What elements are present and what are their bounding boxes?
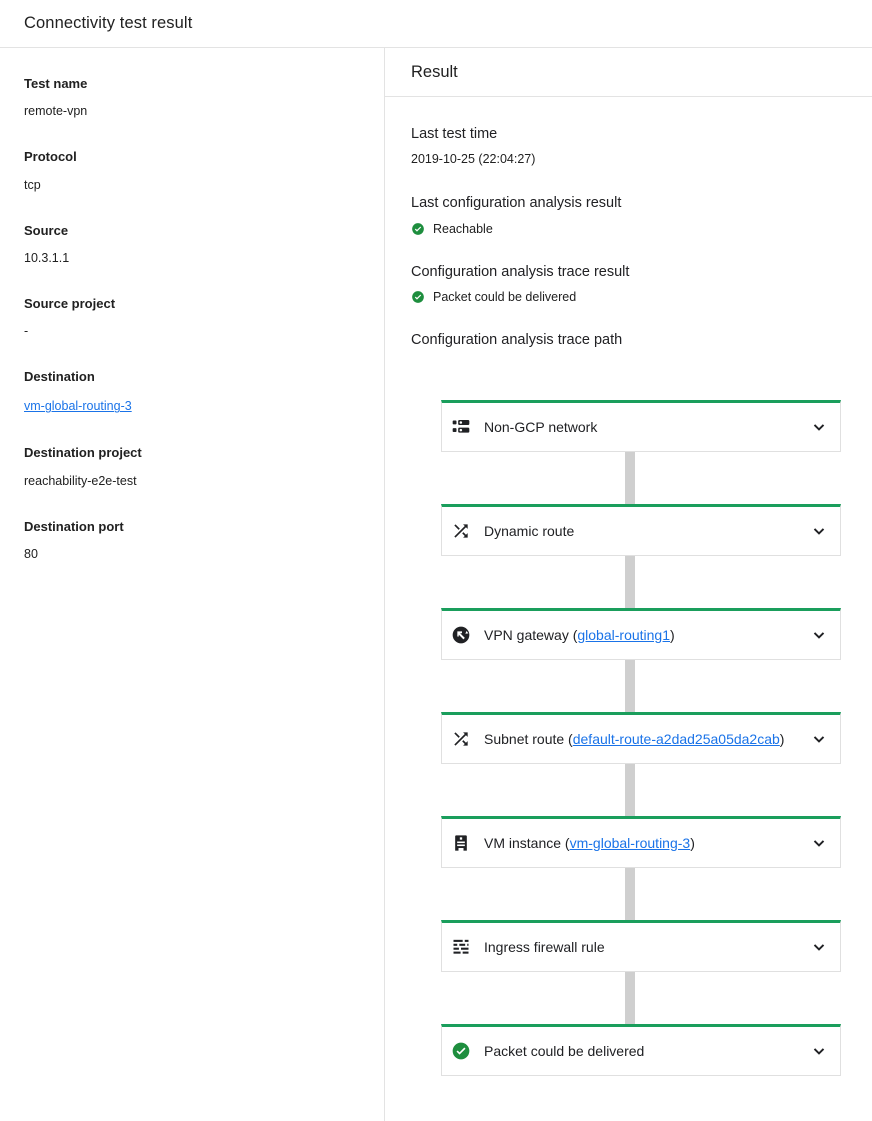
detail-field: [24, 224, 360, 266]
detail-field-value: -: [24, 324, 29, 339]
chevron-down-icon[interactable]: [810, 626, 828, 644]
trace-result-label: Configuration analysis trace result: [411, 263, 630, 280]
trace-step-label-suffix: ): [779, 730, 785, 747]
chevron-down-icon[interactable]: [810, 834, 828, 852]
last-test-time-block: [411, 126, 846, 167]
detail-field-label: Destination port: [24, 518, 124, 534]
detail-field-value-link[interactable]: vm-global-routing-3: [24, 399, 132, 414]
result-content: [385, 97, 872, 1076]
page-body: [0, 48, 872, 1121]
chevron-down-icon[interactable]: [810, 1042, 828, 1060]
vpn-gateway-icon: [451, 625, 471, 645]
detail-field: [24, 370, 360, 415]
trace-step-card[interactable]: [441, 504, 841, 556]
trace-result-block: [411, 264, 846, 304]
trace-result-status: [411, 290, 846, 304]
detail-field-value: 10.3.1.1: [24, 250, 70, 265]
trace-step-label: VM instance (: [484, 834, 570, 851]
result-title: Result: [411, 62, 458, 81]
detail-field-value: 80: [24, 547, 38, 562]
trace-step-label: Subnet route (: [484, 730, 573, 747]
trace-step-label-suffix: ): [690, 834, 695, 851]
trace-step-card[interactable]: [441, 816, 841, 868]
detail-field: [24, 297, 360, 339]
detail-field-label: Test name: [24, 76, 88, 91]
result-panel: [385, 48, 872, 1121]
chevron-down-icon[interactable]: [810, 522, 828, 540]
last-test-time-label: Last test time: [411, 126, 498, 142]
detail-field: [24, 150, 360, 192]
analysis-result-label: Last configuration analysis result: [411, 195, 622, 212]
trace-path: [441, 400, 841, 1076]
route-icon: [451, 521, 471, 541]
detail-field-label: Source project: [24, 295, 116, 311]
detail-field: [24, 520, 360, 562]
detail-field-label: Destination project: [24, 445, 142, 461]
network-icon: [451, 417, 471, 437]
analysis-result-status-text: Reachable: [433, 221, 493, 236]
chevron-down-icon[interactable]: [810, 730, 828, 748]
detail-field-label: Protocol: [24, 149, 77, 165]
trace-step-label: Non-GCP network: [484, 418, 598, 435]
trace-step-label: Ingress firewall rule: [484, 938, 605, 955]
trace-step-card[interactable]: [441, 400, 841, 452]
trace-path-block: [411, 332, 846, 1075]
trace-result-status-text: Packet could be delivered: [433, 290, 577, 305]
detail-field: [24, 77, 360, 119]
trace-step-resource-link[interactable]: vm-global-routing-3: [569, 834, 691, 851]
detail-field-label: Source: [24, 222, 69, 238]
chevron-down-icon[interactable]: [810, 938, 828, 956]
detail-field-label: Destination: [24, 369, 95, 385]
page-title: Connectivity test result: [24, 14, 193, 32]
firewall-icon: [451, 937, 471, 957]
trace-step-card[interactable]: [441, 1024, 841, 1076]
detail-field-value: reachability-e2e-test: [24, 473, 137, 488]
check-circle-icon: [451, 1041, 471, 1061]
test-details-fields: [24, 77, 360, 562]
page-header: [0, 0, 872, 48]
trace-step-label: Dynamic route: [484, 522, 575, 539]
detail-field: [24, 446, 360, 488]
trace-step-card[interactable]: [441, 920, 841, 972]
check-circle-icon: [411, 290, 425, 304]
trace-step-card[interactable]: [441, 712, 841, 764]
trace-step-label-suffix: ): [670, 626, 675, 643]
analysis-result-status: [411, 222, 846, 236]
trace-step-card[interactable]: [441, 608, 841, 660]
result-header: [385, 48, 872, 97]
route-icon: [451, 729, 471, 749]
detail-field-value: tcp: [24, 177, 41, 192]
vm-instance-icon: [451, 833, 471, 853]
detail-field-value: remote-vpn: [24, 104, 88, 119]
check-circle-icon: [411, 222, 425, 236]
details-panel: [0, 48, 385, 1121]
trace-step-resource-link[interactable]: default-route-a2dad25a05da2cab: [572, 730, 780, 747]
chevron-down-icon[interactable]: [810, 418, 828, 436]
trace-step-label: VPN gateway (: [484, 626, 578, 643]
trace-path-label: Configuration analysis trace path: [411, 332, 623, 349]
analysis-result-block: [411, 195, 846, 235]
last-test-time-value: 2019-10-25 (22:04:27): [411, 152, 536, 167]
trace-step-resource-link[interactable]: global-routing1: [577, 626, 670, 643]
trace-step-label: Packet could be delivered: [484, 1042, 645, 1059]
